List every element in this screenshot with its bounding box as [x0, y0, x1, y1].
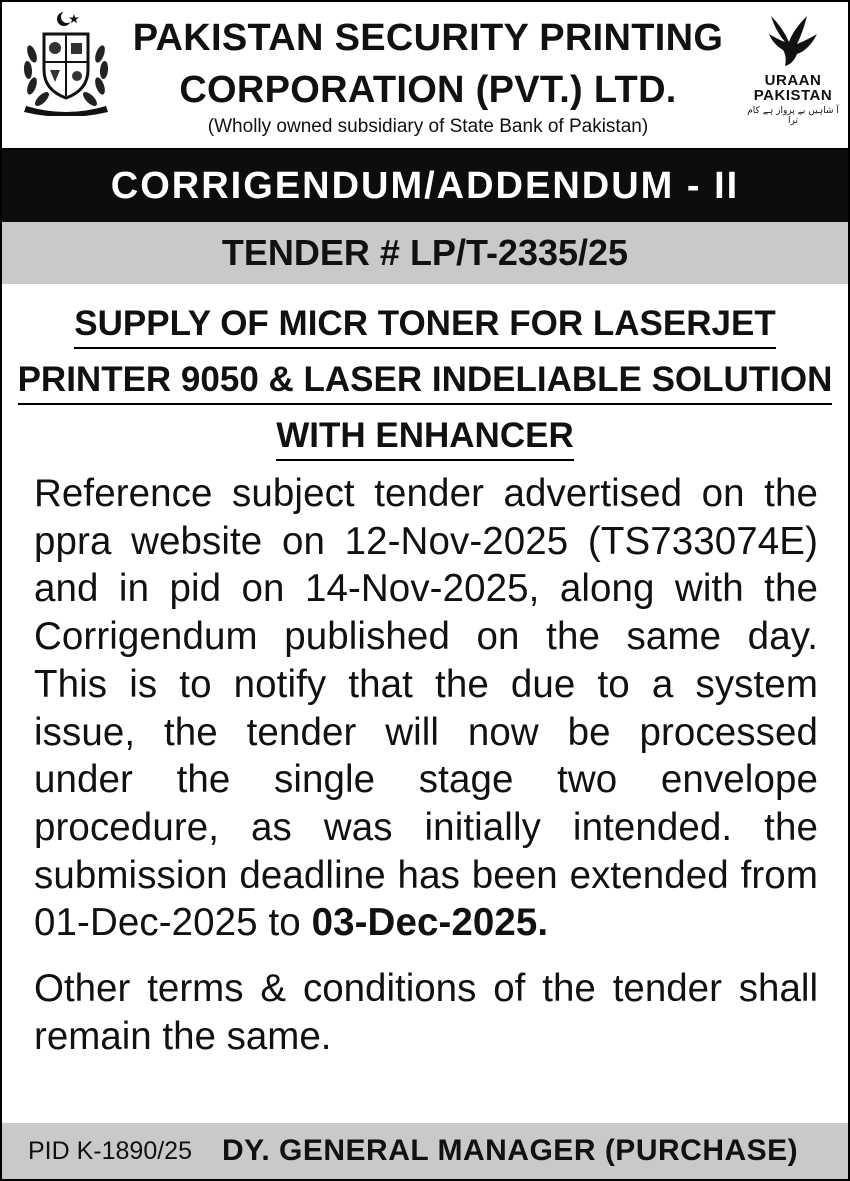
govt-of-pakistan-emblem-icon: [16, 10, 118, 116]
header: [2, 2, 848, 150]
tender-number: TENDER # LP/T-2335/25: [221, 232, 629, 273]
subject-line-3: WITH ENHANCER: [276, 413, 573, 461]
new-deadline: 03-Dec-2025.: [311, 901, 549, 945]
subsidiary-note: (Wholly owned subsidiary of State Bank of Pakistan): [207, 116, 649, 137]
notice-title: CORRIGENDUM/ADDENDUM - II: [110, 164, 740, 207]
subject-line-2: PRINTER 9050 & LASER INDELIABLE SOLUTION: [18, 357, 833, 405]
body-paragraph-1: Reference subject tender advertised on the ppra website on 12-Nov-2025 (TS733074E) and in pid on 14-Nov-2025, along with the Corrigendum published on the same day. This is to notify that the due to a system issue, the tender will now be processed under the single stage two envelope procedure, as was initially intended. the submission deadline has been extended from 01-Dec-2025 to: [34, 472, 818, 945]
uraan-pakistan-logo: [744, 10, 842, 130]
body-paragraph-2: Other terms & conditions of the tender shall remain the same.: [34, 967, 818, 1058]
uraan-word: URAAN: [764, 72, 822, 89]
organization-name-line1: PAKISTAN SECURITY PRINTING: [132, 17, 724, 59]
urdu-tagline: آ شاہیں بے پرواز ہے کام ترا: [747, 106, 839, 126]
signatory: DY. GENERAL MANAGER (PURCHASE): [222, 1134, 799, 1167]
pid-number: PID K-1890/25: [28, 1136, 192, 1165]
organization-name-line2: CORPORATION (PVT.) LTD.: [179, 69, 677, 111]
footer-bar: [2, 1123, 848, 1179]
eagle-icon: [763, 10, 823, 68]
subject-line-1: SUPPLY OF MICR TONER FOR LASERJET: [74, 301, 775, 349]
pakistan-word: PAKISTAN: [753, 87, 833, 104]
organization-name: [112, 12, 744, 116]
tender-number-bar: [2, 222, 848, 284]
notice-banner: [2, 150, 848, 222]
notice-body: [34, 470, 818, 947]
tender-subject: [2, 296, 848, 464]
